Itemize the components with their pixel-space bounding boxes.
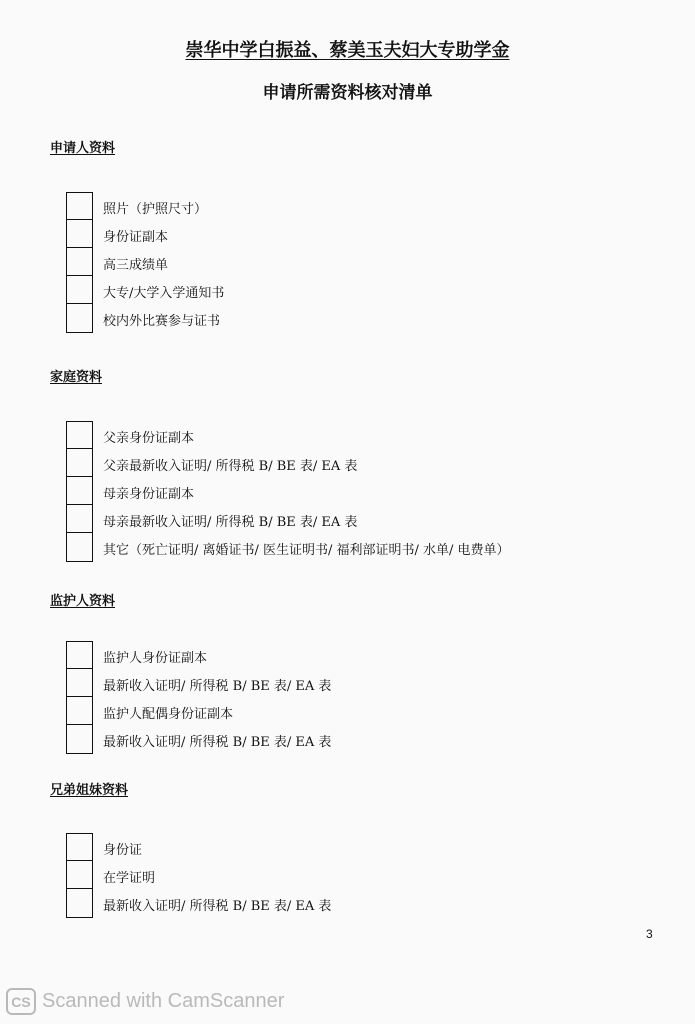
checklist-item-label: 大专/大学入学通知书	[103, 286, 225, 301]
checklist-item-label: 身份证副本	[103, 230, 169, 245]
checkbox[interactable]	[66, 532, 93, 562]
checkbox[interactable]	[66, 476, 93, 506]
checkbox[interactable]	[66, 668, 93, 698]
checklist-item-label: 最新收入证明/ 所得税 B/ BE 表/ EA 表	[103, 735, 332, 750]
document-title	[0, 36, 695, 62]
checkbox[interactable]	[66, 696, 93, 726]
checklist-item-label: 父亲最新收入证明/ 所得税 B/ BE 表/ EA 表	[103, 459, 358, 474]
checkbox[interactable]	[66, 192, 93, 221]
document-title-text: 崇华中学白振益、蔡美玉夫妇大专助学金	[185, 40, 510, 61]
checklist-item-label: 监护人身份证副本	[103, 651, 208, 666]
section-heading-applicant: 申请人资料	[50, 141, 116, 156]
checkbox[interactable]	[66, 724, 93, 754]
section-heading-guardian: 监护人资料	[50, 594, 116, 609]
checklist-item-label: 母亲最新收入证明/ 所得税 B/ BE 表/ EA 表	[103, 515, 358, 530]
checklist-item-label: 校内外比赛参与证书	[103, 314, 221, 329]
document-subtitle: 申请所需资料核对清单	[262, 83, 433, 103]
camscanner-watermark	[6, 988, 284, 1015]
checkbox[interactable]	[66, 504, 93, 534]
checklist-item-label: 在学证明	[103, 871, 156, 886]
checkbox[interactable]	[66, 219, 93, 249]
checkbox[interactable]	[66, 888, 93, 918]
checkbox[interactable]	[66, 641, 93, 670]
checklist-item-label: 最新收入证明/ 所得税 B/ BE 表/ EA 表	[103, 679, 332, 694]
checkbox[interactable]	[66, 833, 93, 862]
checklist-item-label: 母亲身份证副本	[103, 487, 195, 502]
section-heading-siblings: 兄弟姐妹资料	[50, 783, 129, 798]
checklist-item-label: 监护人配偶身份证副本	[103, 707, 234, 722]
checkbox[interactable]	[66, 860, 93, 890]
section-heading-family: 家庭资料	[50, 370, 103, 385]
checklist-item-label: 最新收入证明/ 所得税 B/ BE 表/ EA 表	[103, 899, 332, 914]
checkbox[interactable]	[66, 421, 93, 450]
checkbox[interactable]	[66, 448, 93, 478]
checkbox[interactable]	[66, 303, 93, 333]
watermark-text: Scanned with CamScanner	[42, 990, 285, 1012]
checklist-item-label: 身份证	[103, 843, 143, 858]
camscanner-logo-icon: CS	[6, 988, 36, 1015]
checklist-item-label: 其它（死亡证明/ 离婚证书/ 医生证明书/ 福利部证明书/ 水单/ 电费单）	[103, 543, 510, 558]
checkbox[interactable]	[66, 247, 93, 277]
checkbox[interactable]	[66, 275, 93, 305]
checklist-item-label: 高三成绩单	[103, 258, 169, 273]
page-number: 3	[646, 927, 653, 941]
checklist-item-label: 父亲身份证副本	[103, 431, 195, 446]
checklist-item-label: 照片（护照尺寸）	[103, 202, 208, 217]
